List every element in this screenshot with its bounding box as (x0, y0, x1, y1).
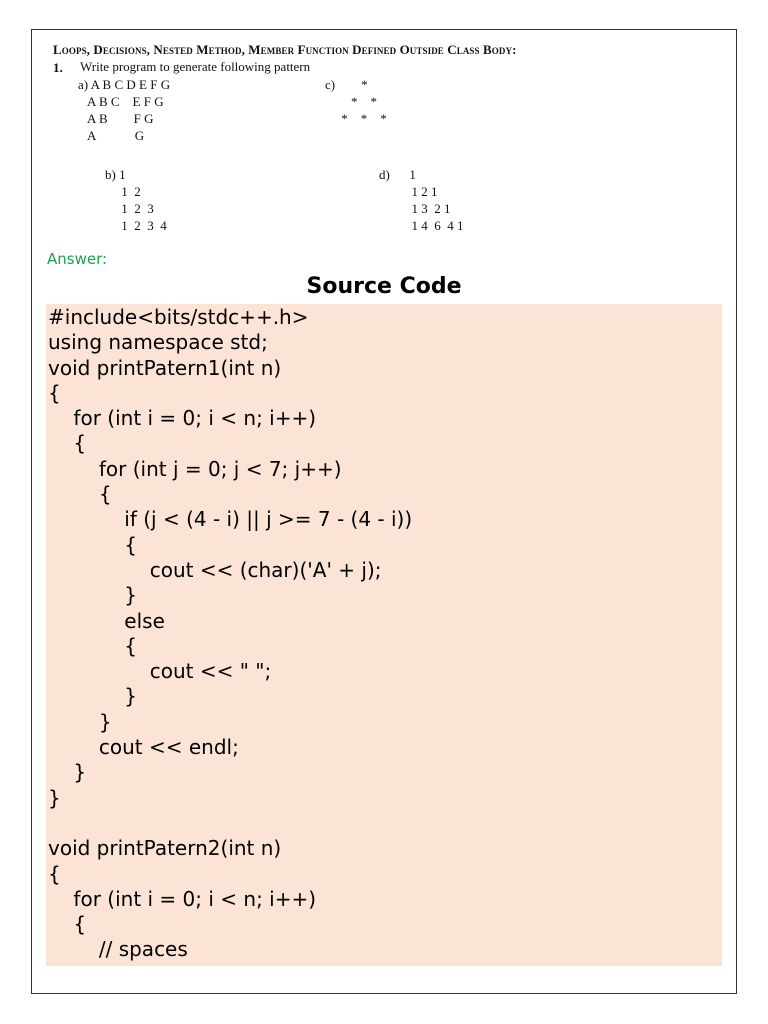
code-block (46, 304, 722, 966)
answer-label: Answer: (47, 250, 108, 268)
source-code-title: Source Code (306, 274, 462, 299)
pattern-a: a) A B C D E F G A B C E F G A B F G A G (78, 77, 171, 143)
question-prompt: Write program to generate following pattern (80, 59, 311, 74)
question-number: 1. (53, 60, 63, 75)
question-heading: Loops, Decisions, Nested Method, Member Function Defined Outside Class Body: (53, 42, 517, 57)
pattern-c: c) * * * * * * (325, 77, 387, 126)
code-text: #include<bits/stdc++.h> using namespace std; void printPatern1(int n) { for (int i = 0; i < n; i++) { for (int j = 0; j < 7; j++) { if (j < (4 - i) || j >= 7 - (4 - i)) { cout << (char)('A' + j); } else { cout << " "; } } cout << endl; } } void printPatern2(int n) { for (int i = 0; i < n; i++) { // spaces (48, 305, 413, 962)
question-image (53, 40, 713, 240)
pattern-d: d) 1 1 2 1 1 3 2 1 1 4 6 4 1 (379, 167, 464, 233)
pattern-b: b) 1 1 2 1 2 3 1 2 3 4 (105, 167, 167, 233)
